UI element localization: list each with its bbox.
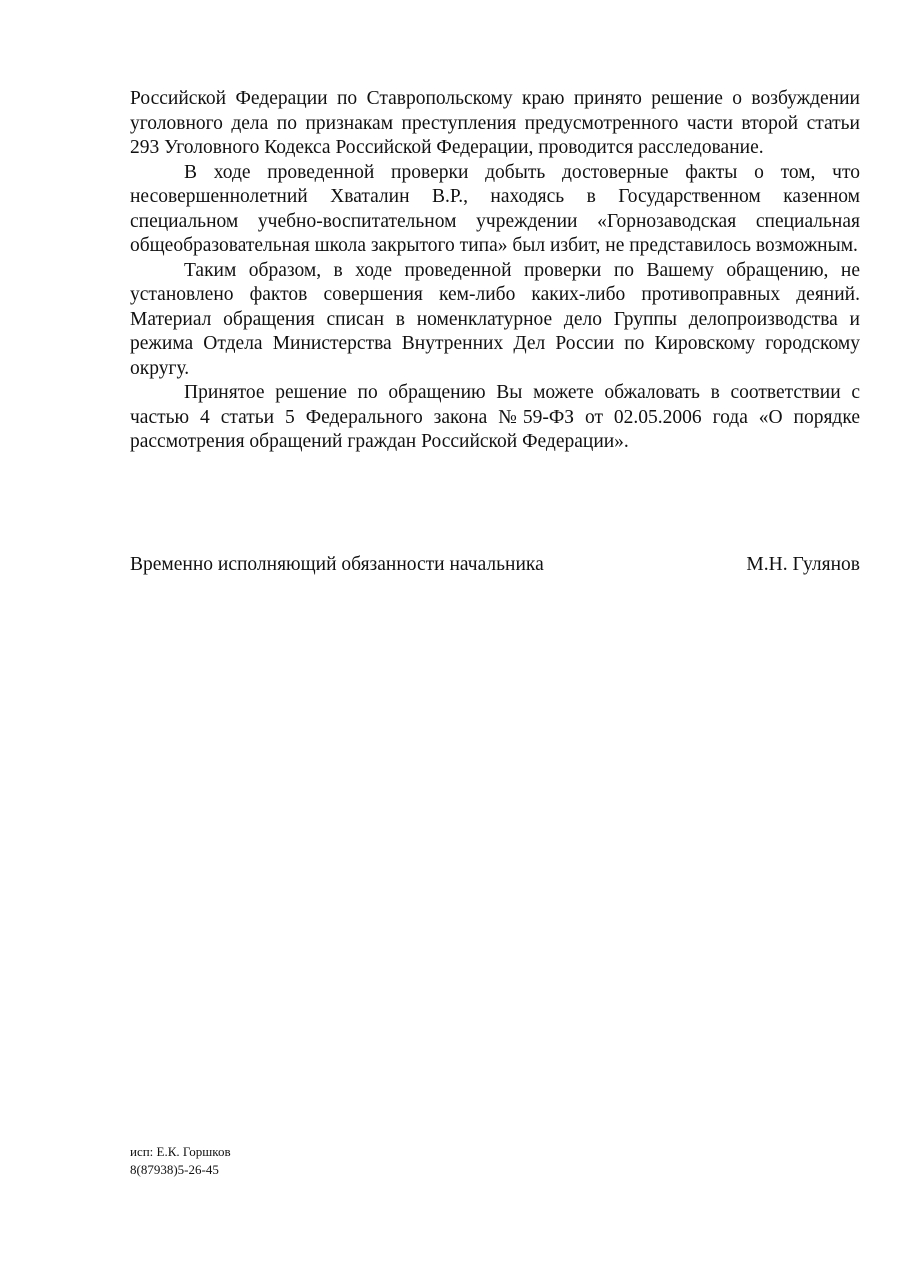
executor-name: исп: Е.К. Горшков [130, 1144, 231, 1159]
paragraph-appeal-rights: Принятое решение по обращению Вы можете обжаловать в соответствии с частью 4 статьи 5 Федерального закона №59-ФЗ от 02.05.2006 года «О порядке рассмотрения обращений граждан Российской Федерации». [130, 382, 860, 452]
executor-phone: 8(87938)5-26-45 [130, 1162, 219, 1177]
signatory-name: М.Н. Гулянов [746, 554, 860, 575]
executor-footer [130, 1143, 231, 1179]
signature-block [130, 553, 860, 577]
paragraph-conclusion: Таким образом, в ходе проведенной проверки по Вашему обращению, не установлено фактов совершения кем-либо каких-либо противоправных деяний. Материал обращения списан в номенклатурное дело Группы делопроизводства и режима Отдела Министерства Внутренних Дел России по Кировскому городскому округу. [130, 259, 860, 379]
letter-body [130, 87, 860, 455]
paragraph-inspection-result: В ходе проведенной проверки добыть достоверные факты о том, что несовершеннолетний Хваталин В.Р., находясь в Государственном казенном специальном учебно-воспитательном учреждении «Горнозаводская специальная общеобразовательная школа закрытого типа» был избит, не представилось возможным. [130, 161, 860, 256]
paragraph-investigation: Российской Федерации по Ставропольскому краю принято решение о возбуждении уголовного дела по признакам преступления предусмотренного части второй статьи 293 Уголовного Кодекса Российской Федерации, проводится расследование. [130, 88, 860, 158]
signatory-position: Временно исполняющий обязанности начальника [130, 554, 544, 575]
